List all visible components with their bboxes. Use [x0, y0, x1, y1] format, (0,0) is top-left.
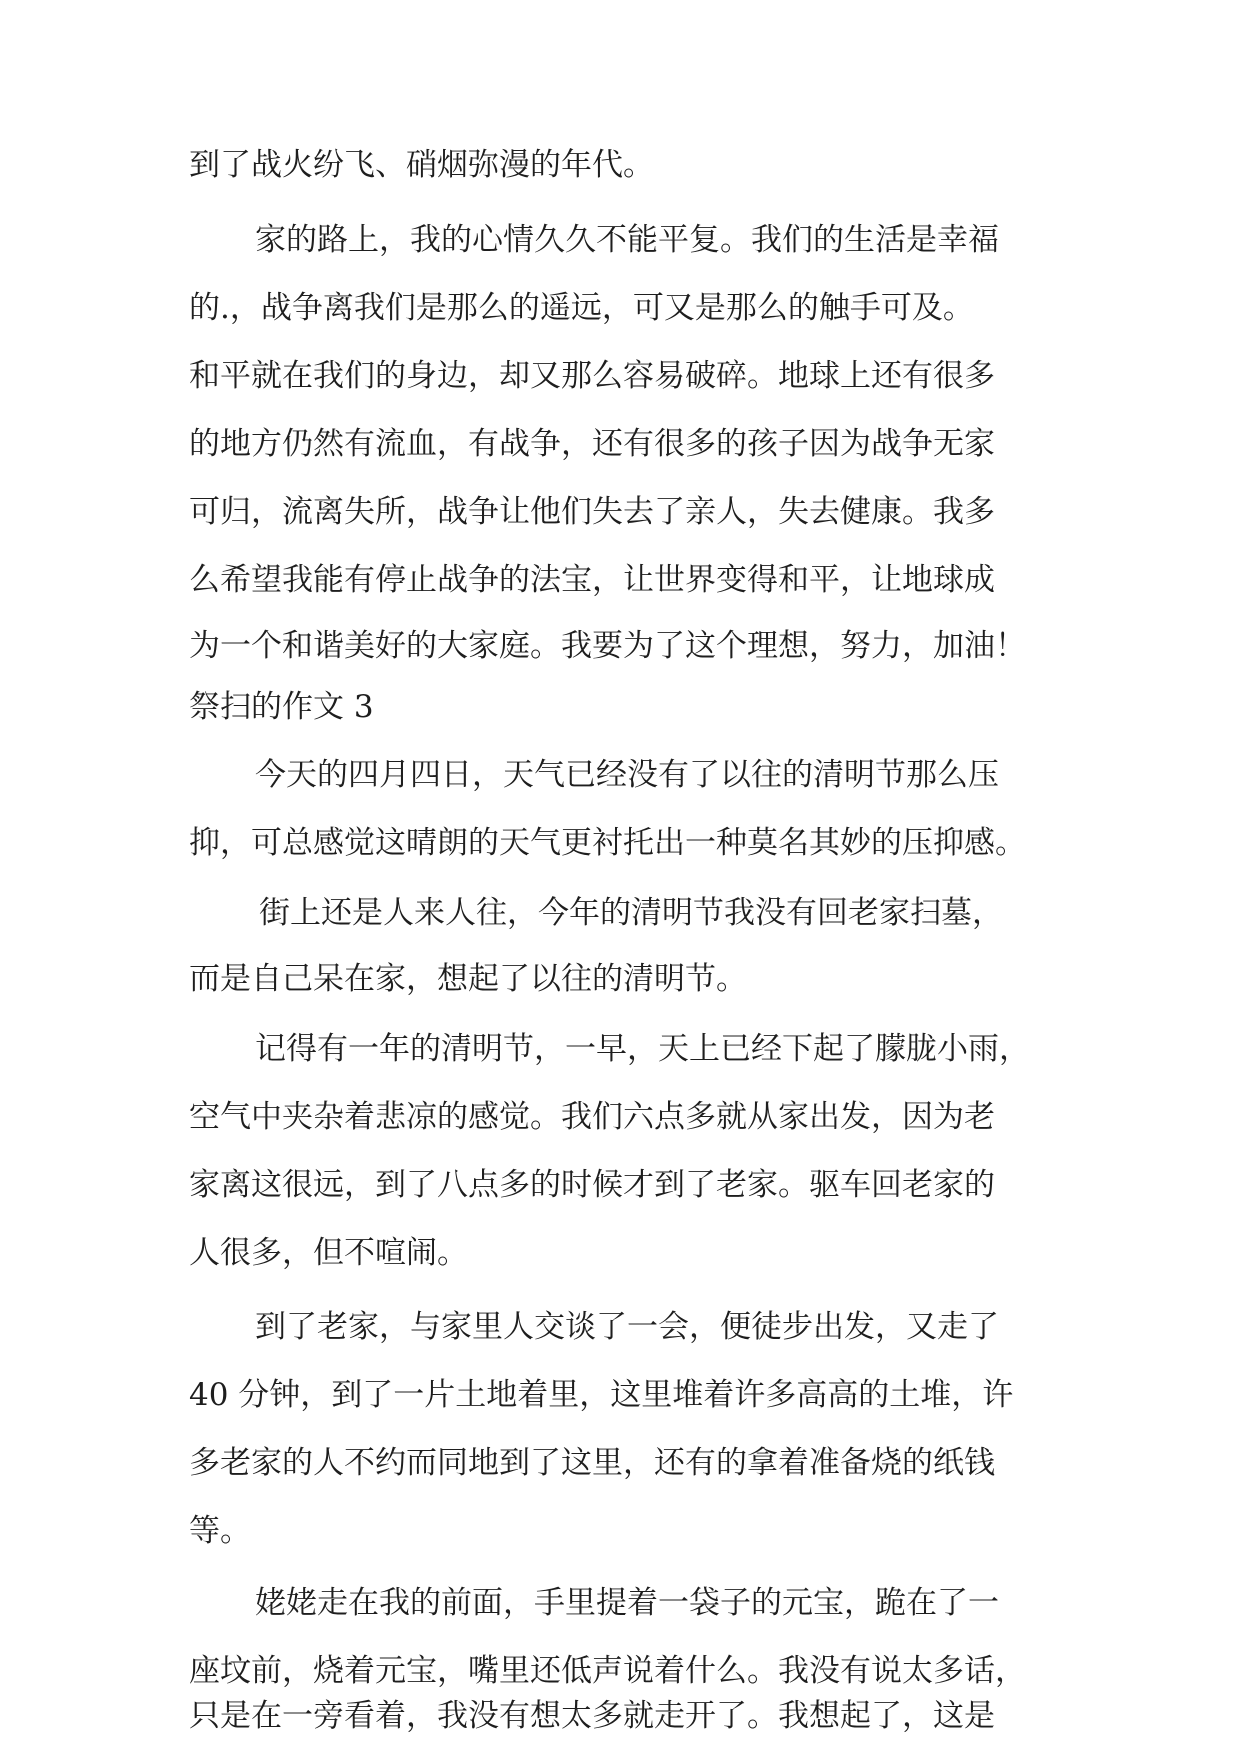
text-line: 今天的四月四日，天气已经没有了以往的清明节那么压 [255, 757, 999, 793]
text-line: 的地方仍然有流血，有战争，还有很多的孩子因为战争无家 [189, 426, 995, 462]
text-line: 姥姥走在我的前面，手里提着一袋子的元宝，跪在了一 [255, 1585, 999, 1621]
text-line: 而是自己呆在家，想起了以往的清明节。 [189, 961, 747, 997]
text-line: 40 分钟，到了一片土地着里，这里堆着许多高高的土堆，许 [189, 1377, 1014, 1413]
text-line: 等。 [189, 1513, 251, 1549]
text-line: 的.，战争离我们是那么的遥远，可又是那么的触手可及。 [189, 290, 974, 326]
text-line: 和平就在我们的身边，却又那么容易破碎。地球上还有很多 [189, 358, 995, 394]
text-line: 只是在一旁看着，我没有想太多就走开了。我想起了，这是 [189, 1698, 995, 1734]
text-line: 到了战火纷飞、硝烟弥漫的年代。 [189, 147, 654, 183]
text-line: 记得有一年的清明节，一早，天上已经下起了朦胧小雨， [255, 1031, 1030, 1067]
text-line: 街上还是人来人往，今年的清明节我没有回老家扫墓， [259, 895, 1003, 931]
text-line: 人很多，但不喧闹。 [189, 1235, 468, 1271]
text-line: 多老家的人不约而同地到了这里，还有的拿着准备烧的纸钱 [189, 1445, 995, 1481]
text-line: 么希望我能有停止战争的法宝，让世界变得和平，让地球成 [189, 562, 995, 598]
text-line: 抑，可总感觉这晴朗的天气更衬托出一种莫名其妙的压抑感。 [189, 825, 1026, 861]
text-line: 到了老家，与家里人交谈了一会，便徒步出发，又走了 [255, 1309, 999, 1345]
text-line: 家离这很远，到了八点多的时候才到了老家。驱车回老家的 [189, 1167, 995, 1203]
section-heading: 祭扫的作文 3 [189, 689, 374, 725]
text-line: 座坟前，烧着元宝，嘴里还低声说着什么。我没有说太多话， [189, 1653, 1026, 1689]
text-line: 家的路上，我的心情久久不能平复。我们的生活是幸福 [255, 222, 999, 258]
text-line: 空气中夹杂着悲凉的感觉。我们六点多就从家出发，因为老 [189, 1099, 995, 1135]
text-line: 为一个和谐美好的大家庭。我要为了这个理想，努力，加油！ [189, 628, 1026, 664]
text-line: 可归，流离失所，战争让他们失去了亲人，失去健康。我多 [189, 494, 995, 530]
